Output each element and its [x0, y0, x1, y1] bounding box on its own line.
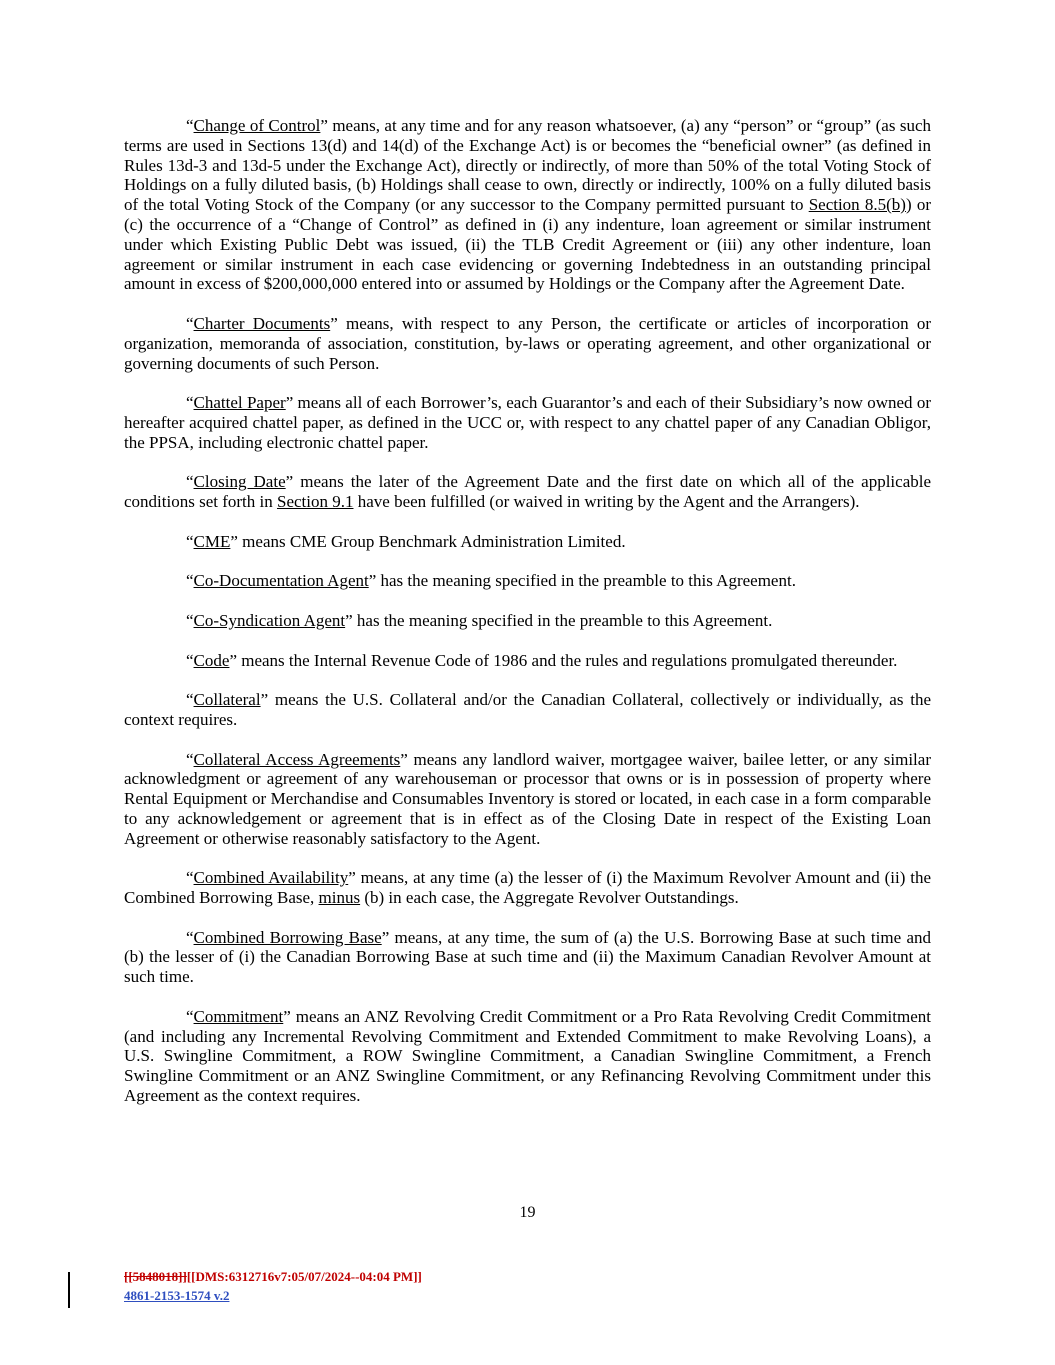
defined-term: CME	[193, 531, 231, 551]
text-run: ” means, at any time and for any reason whatsoever, (a) any “person” or “group” (as such terms are used in Sections 13(d) and 14(d) of the Exchange Act) is or becomes the “beneficial owner” (as defined in Rules 13d-3 and 13d-5 under the Exchange Act), directly or indirectly, of more than 50% of the total Voting Stock of Holdings on a fully diluted basis, (b) Holdings shall cease to own, directly or indirectly, 100% on a fully diluted basis of the total Voting Stock of the Company (or any successor to the Company permitted pursuant to	[124, 116, 931, 215]
text-run: ” means all of each Borrower’s, each Guarantor’s and each of their Subsidiary’s now owned or hereafter acquired chattel paper, as defined in the UCC or, with respect to any chattel paper of any Canadian Obligor, the PPSA, including electronic chattel paper.	[124, 393, 932, 452]
text-run: ” means, at any time, the sum of (a) the U.S. Borrowing Base at such time and (b) the lesser of (i) the Canadian Borrowing Base at such time and (ii) the Maximum Canadian Revolver Amount at such time.	[124, 927, 931, 987]
defined-term: Closing Date	[193, 472, 286, 492]
text-run: [[DMS:6312716v7:05/07/2024--04:04 PM]]	[186, 1269, 422, 1284]
text-run: “	[186, 927, 194, 947]
defined-term: Combined Borrowing Base	[193, 927, 382, 947]
change-bar	[68, 1272, 70, 1308]
text-run: ” means the Internal Revenue Code of 1986 and the rules and regulations promulgated thereunder.	[229, 650, 898, 670]
defined-term: minus	[318, 888, 361, 908]
text-run: ) or (c) the occurrence of a “Change of Control” as defined in (i) any indenture, loan agreement or similar instrument under which Existing Public Debt was issued, (ii) the TLB Credit Agreement or (iii) any other indenture, loan agreement or similar instrument in each case evidencing or governing Indebtedness in an outstanding principal amount in excess of $200,000,000 entered into or assumed by Holdings or the Company after the Agreement Date.	[124, 195, 931, 294]
paragraph	[124, 690, 931, 730]
text-run: “	[186, 650, 194, 670]
text-run: [[5848018]]	[124, 1269, 187, 1284]
text-run: “	[186, 313, 194, 333]
text-run: ” means an ANZ Revolving Credit Commitment or a Pro Rata Revolving Credit Commitment (and including any Incremental Revolving Commitment and Extended Commitment to make Revolving Loans), a U.S. Swingline Commitment, a ROW Swingline Commitment, a Canadian Swingline Commitment, a French Swingline Commitment or an ANZ Swingline Commitment, or any Refinancing Revolving Commitment under this Agreement as the context requires.	[124, 1006, 931, 1106]
document-body	[124, 116, 931, 1126]
defined-term: Collateral Access Agreements	[193, 749, 401, 769]
footer-line-1	[124, 1267, 422, 1286]
text-run: ” means any landlord waiver, mortgagee waiver, bailee letter, or any similar acknowledgment or agreement of any warehouseman or processor that owns or is in possession of property where Rental Equipment or Merchandise and Consumables Inventory is stored or located, in each case in a form comparable to any acknowledgement or agreement that is in effect as of the Closing Date in respect of the Existing Loan Agreement or otherwise reasonably satisfactory to the Agent.	[124, 749, 931, 848]
text-run: “	[186, 868, 194, 888]
text-run: “	[186, 472, 194, 492]
text-run: ” means CME Group Benchmark Administration Limited.	[230, 531, 626, 551]
paragraph	[124, 928, 931, 987]
paragraph	[124, 868, 931, 908]
defined-term: Section 8.5(b)	[808, 195, 906, 215]
footer-line-2	[124, 1286, 422, 1305]
text-run: “	[186, 393, 194, 413]
defined-term: 4861-2153-1574 v.2	[124, 1288, 230, 1303]
text-run: “	[186, 116, 194, 135]
paragraph	[124, 532, 931, 552]
text-run: (b) in each case, the Aggregate Revolver Outstandings.	[360, 888, 739, 908]
defined-term: Combined Availability	[193, 868, 349, 888]
text-run: “	[186, 1006, 194, 1026]
text-run: “	[186, 531, 194, 551]
text-run: ” means the U.S. Collateral and/or the Canadian Collateral, collectively or individually, as the context requires.	[124, 690, 931, 729]
text-run: “	[186, 749, 194, 769]
paragraph	[124, 116, 931, 294]
defined-term: Collateral	[193, 690, 261, 710]
document-footer	[124, 1267, 422, 1305]
paragraph	[124, 571, 931, 591]
text-run: ” means the later of the Agreement Date and the first date on which all of the applicable conditions set forth in	[124, 472, 932, 512]
page-number: 19	[519, 1204, 536, 1221]
defined-term: Charter Documents	[193, 313, 331, 333]
paragraph	[124, 472, 931, 512]
defined-term: Change of Control	[193, 116, 321, 135]
text-run: have been fulfilled (or waived in writing by the Agent and the Arrangers).	[353, 492, 860, 512]
defined-term: Chattel Paper	[193, 393, 286, 413]
paragraph	[124, 611, 931, 631]
paragraph	[124, 651, 931, 671]
text-run: “	[186, 610, 194, 630]
defined-term: Co-Syndication Agent	[193, 610, 346, 630]
text-run: “	[186, 690, 194, 710]
text-run: ” has the meaning specified in the preamble to this Agreement.	[368, 571, 796, 591]
text-run: ” means, at any time (a) the lesser of (i) the Maximum Revolver Amount and (ii) the Combined Borrowing Base,	[124, 868, 931, 908]
defined-term: Co-Documentation Agent	[193, 571, 369, 591]
defined-term: Commitment	[193, 1006, 284, 1026]
text-run: ” means, with respect to any Person, the certificate or articles of incorporation or organization, memoranda of association, constitution, by-laws or operating agreement, and other organizational or governing documents of such Person.	[124, 313, 931, 373]
paragraph	[124, 393, 931, 452]
defined-term: Section 9.1	[276, 492, 354, 512]
paragraph	[124, 1007, 931, 1106]
defined-term: Code	[193, 650, 230, 670]
paragraph	[124, 750, 931, 849]
text-run: “	[186, 571, 194, 591]
text-run: ” has the meaning specified in the preamble to this Agreement.	[345, 610, 773, 630]
paragraph	[124, 314, 931, 373]
